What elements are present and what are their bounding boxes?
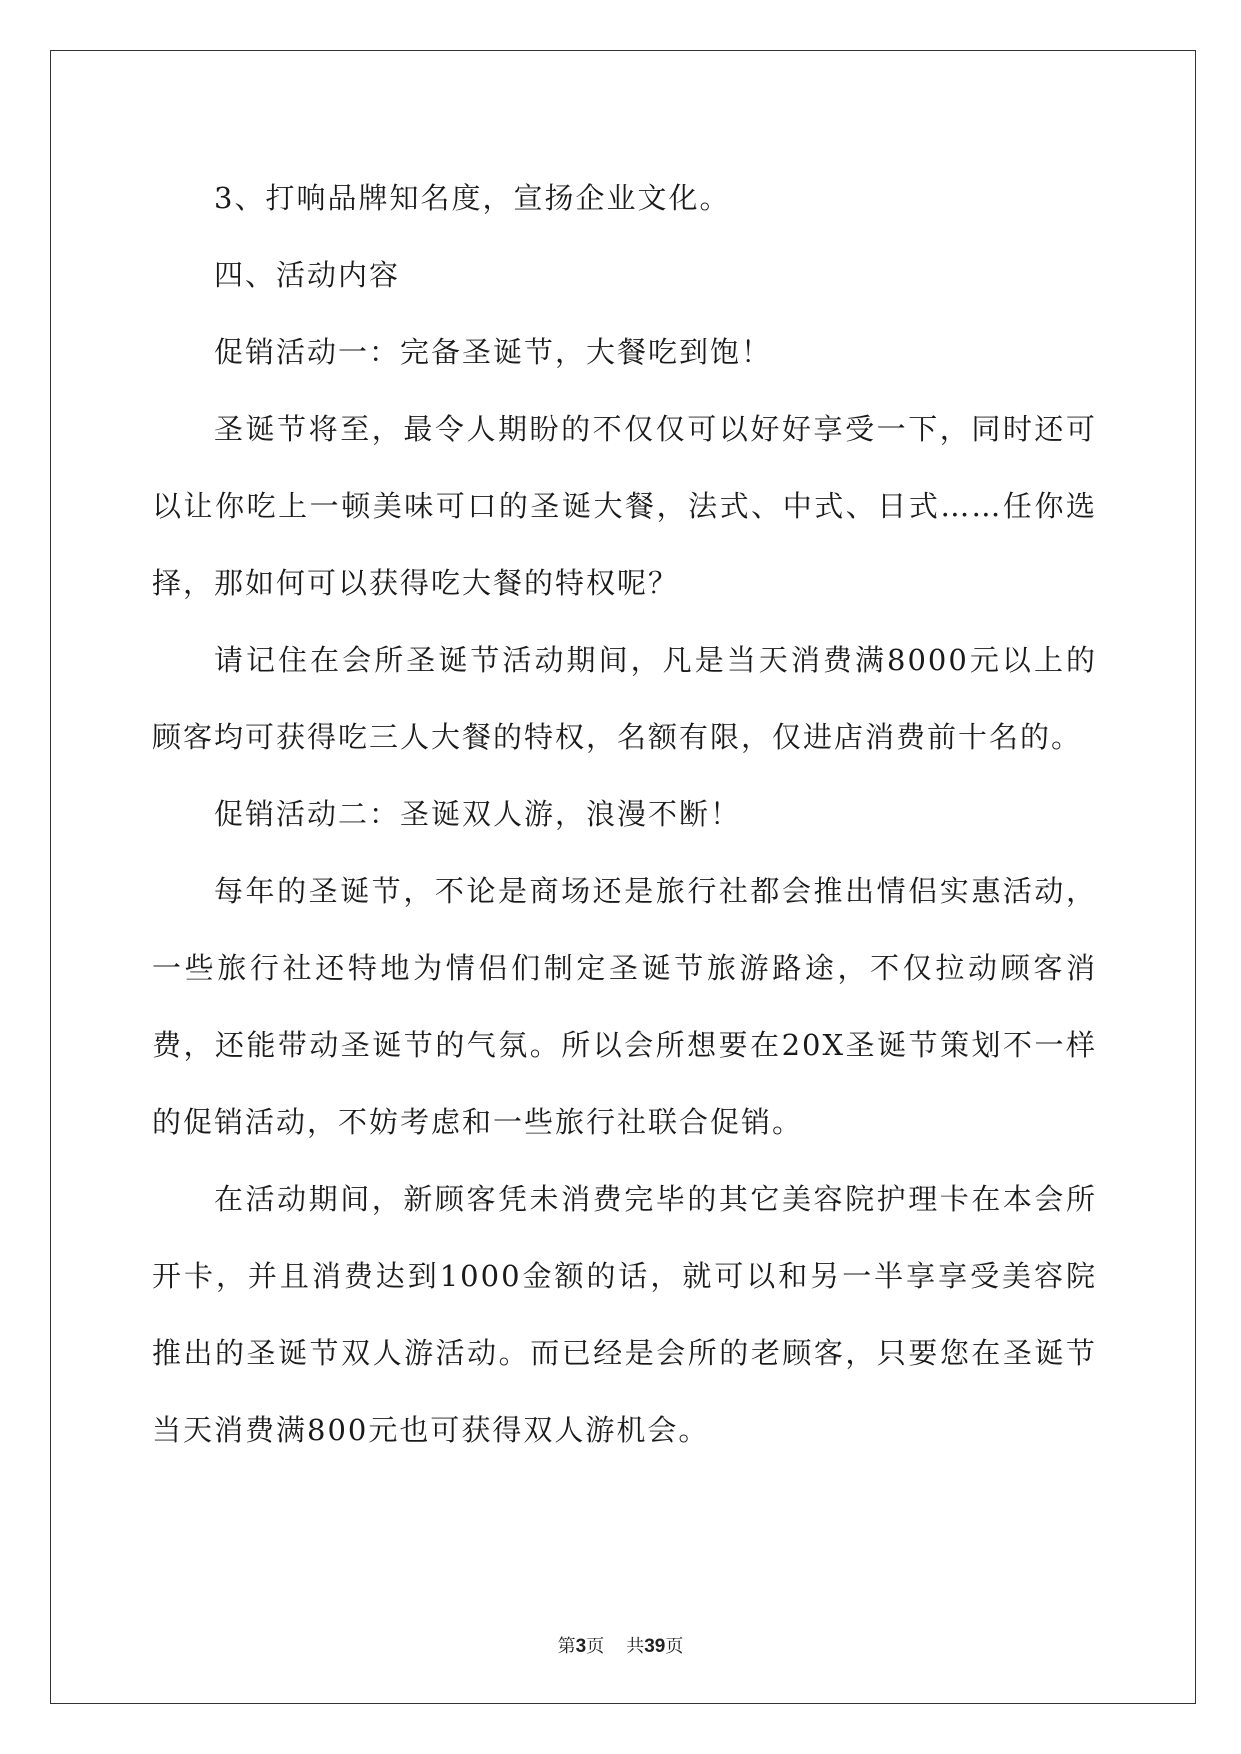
paragraph-promo-two-rules: 在活动期间，新顾客凭未消费完毕的其它美容院护理卡在本会所开卡，并且消费达到1000金额的话，就可以和另一半享享受美容院推出的圣诞节双人游活动。而已经是会所的老顾客，只要您在圣诞节当天消费满800元也可获得双人游机会。 — [152, 1182, 1097, 1447]
paragraph-promo-one-intro: 圣诞节将至，最令人期盼的不仅仅可以好好享受一下，同时还可以让你吃上一顿美味可口的圣诞大餐，法式、中式、日式……任你选择，那如何可以获得吃大餐的特权呢？ — [152, 412, 1097, 600]
page-suffix: 页 — [586, 1636, 605, 1657]
paragraph-promo-two-intro: 每年的圣诞节，不论是商场还是旅行社都会推出情侣实惠活动，一些旅行社还特地为情侣们制定圣诞节旅游路途，不仅拉动顾客消费，还能带动圣诞节的气氛。所以会所想要在20X圣诞节策划不一样的促销活动，不妨考虑和一些旅行社联合促销。 — [152, 874, 1097, 1139]
total-suffix: 页 — [665, 1636, 684, 1657]
section-heading-activity-content: 四、活动内容 — [214, 258, 401, 292]
promo-two-heading: 促销活动二：圣诞双人游，浪漫不断！ — [214, 797, 742, 831]
page-footer — [0, 1632, 1241, 1658]
paragraph-objective-3: 3、打响品牌知名度，宣扬企业文化。 — [214, 181, 731, 215]
page-prefix: 第 — [557, 1636, 576, 1657]
total-pages: 39 — [644, 1636, 666, 1657]
promo-one-heading: 促销活动一：完备圣诞节，大餐吃到饱！ — [214, 335, 773, 369]
document-body — [152, 160, 1097, 1469]
total-prefix: 共 — [626, 1636, 645, 1657]
paragraph-promo-one-rules: 请记住在会所圣诞节活动期间，凡是当天消费满8000元以上的顾客均可获得吃三人大餐的特权，名额有限，仅进店消费前十名的。 — [152, 643, 1097, 754]
page-number: 3 — [575, 1636, 587, 1657]
